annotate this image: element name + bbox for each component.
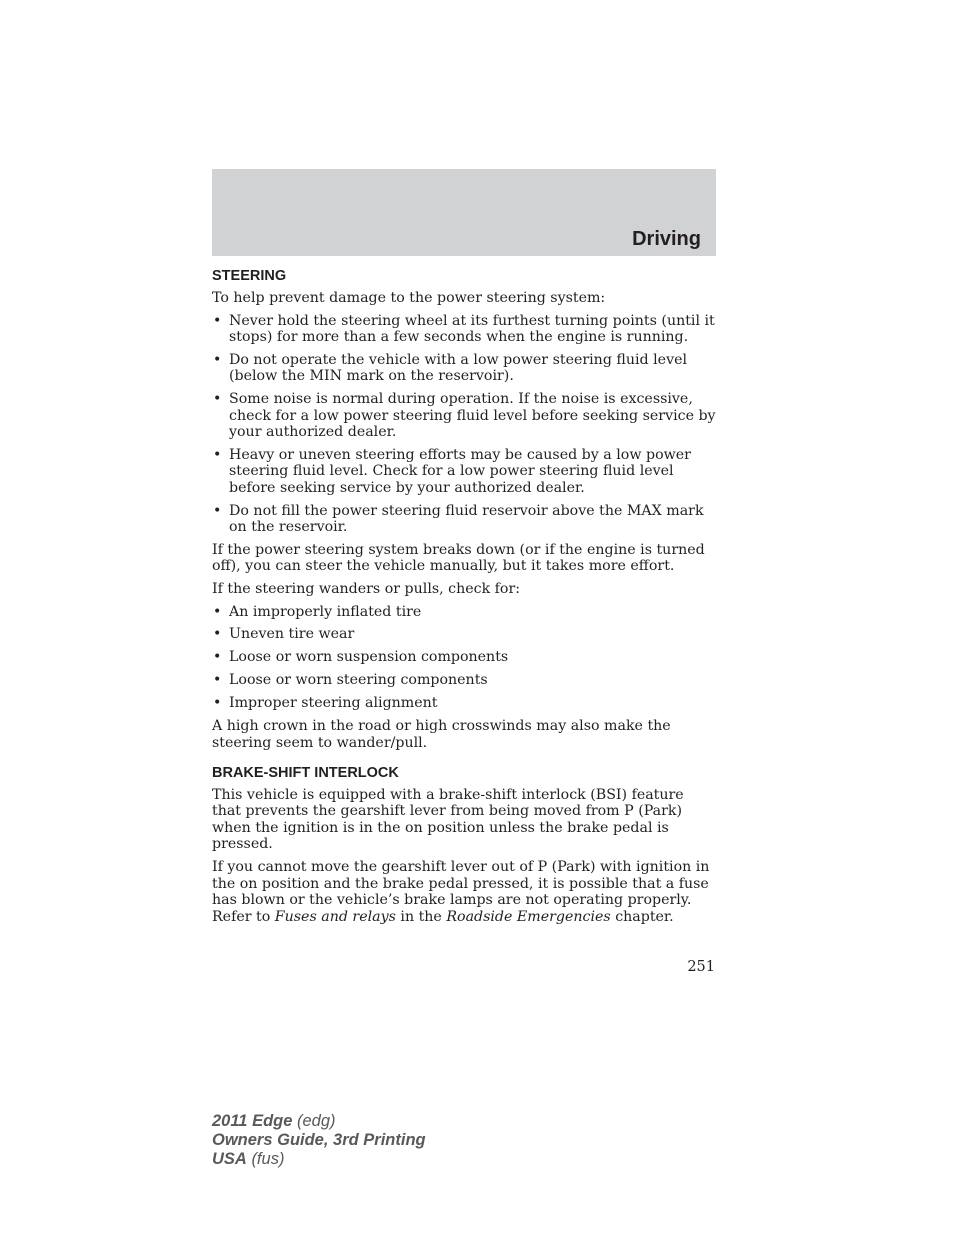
page-content (212, 267, 716, 931)
list-item: • An improperly inflated tire (213, 603, 422, 620)
cross-reference-fuses: Fuses and relays (274, 908, 396, 925)
steering-breakdown-paragraph: If the power steering system breaks down (or if the engine is turned off), you can steer the vehicle manually, but it takes more effort. (212, 541, 705, 575)
list-item: • Do not fill the power steering fluid reservoir above the MAX mark on the reservoir. (213, 502, 704, 536)
footer-model-code: (edg) (297, 1112, 336, 1130)
chapter-title: Driving (632, 228, 701, 250)
footer-guide: Owners Guide, 3rd Printing (212, 1131, 426, 1149)
steering-crown-paragraph: A high crown in the road or high crosswinds may also make the steering seem to wander/pull. (212, 718, 671, 752)
section-heading-steering: STEERING (212, 268, 287, 284)
steering-checks-list (212, 604, 716, 713)
steering-precautions-list (212, 313, 716, 536)
list-item: • Loose or worn suspension components (213, 649, 509, 666)
list-item: • Do not operate the vehicle with a low power steering fluid level (below the MIN mark on the reservoir). (213, 351, 688, 385)
list-item: • Improper steering alignment (213, 695, 438, 712)
list-item: • Uneven tire wear (213, 626, 355, 643)
cross-reference-roadside: Roadside Emergencies (446, 908, 611, 925)
bsi-paragraph-1: This vehicle is equipped with a brake-shift interlock (BSI) feature that prevents the gearshift lever from being moved from P (Park) when the ignition is in the on position unless the brake pedal is pressed. (212, 786, 684, 853)
footer-market: USA (212, 1150, 247, 1168)
section-heading-brake-shift-interlock: BRAKE-SHIFT INTERLOCK (212, 764, 399, 781)
document-footer (212, 1112, 426, 1169)
bsi-paragraph-2: If you cannot move the gearshift lever out of P (Park) with ignition in the on position and the brake pedal pressed, it is possible that a fuse has blown or the vehicle’s brake lamps are not operating properly. Refer to Fuses and relays in the Roadside Emergencies chapter. (212, 858, 710, 925)
list-item: • Heavy or uneven steering efforts may be caused by a low power steering fluid level. Check for a low power steering fluid level before seeking service by your authorized dealer. (213, 446, 691, 496)
steering-wander-intro: If the steering wanders or pulls, check for: (212, 580, 521, 597)
chapter-header-band (212, 169, 716, 256)
list-item: • Some noise is normal during operation. If the noise is excessive, check for a low power steering fluid level before seeking service by your authorized dealer. (213, 390, 716, 441)
page-number: 251 (687, 959, 715, 975)
footer-market-code: (fus) (251, 1150, 285, 1168)
steering-intro: To help prevent damage to the power steering system: (212, 290, 606, 306)
list-item: • Never hold the steering wheel at its furthest turning points (until it stops) for more than a few seconds when the engine is running. (213, 312, 715, 346)
list-item: • Loose or worn steering components (213, 672, 488, 689)
footer-model: 2011 Edge (212, 1112, 293, 1130)
